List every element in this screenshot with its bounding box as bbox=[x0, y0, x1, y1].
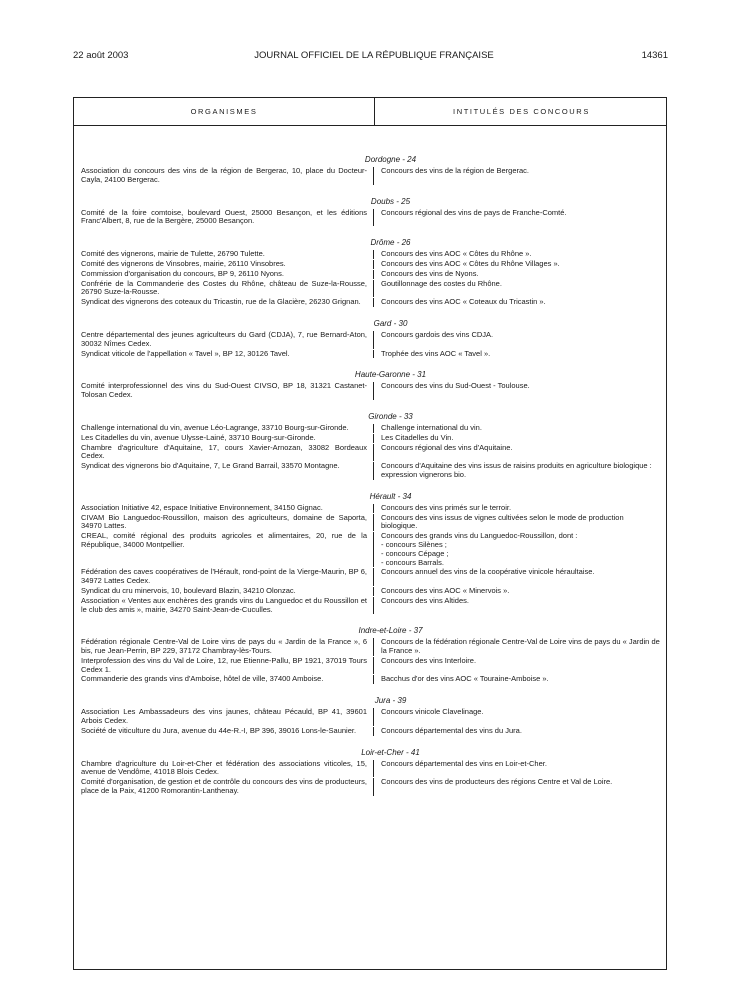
organisme-cell: Les Citadelles du vin, avenue Ulysse-Lainé, 33710 Bourg-sur-Gironde. bbox=[74, 434, 374, 443]
column-header-intitules: INTITULÉS DES CONCOURS bbox=[453, 107, 590, 116]
concours-cell: Concours gardois des vins CDJA. bbox=[381, 329, 494, 339]
concours-cell: Concours de la fédération régionale Centre-Val de Loire vins de pays du « Jardin de la France ». bbox=[381, 637, 660, 656]
concours-cell: Bacchus d'or des vins AOC « Touraine-Amboise ». bbox=[381, 674, 549, 684]
table-body bbox=[74, 125, 666, 796]
department-section bbox=[74, 125, 666, 185]
table-row bbox=[74, 250, 666, 259]
concours-cell: Concours des vins AOC « Côtes du Rhône Villages ». bbox=[381, 258, 560, 268]
organisme-cell: Commission d'organisation du concours, BP 9, 26110 Nyons. bbox=[74, 270, 374, 279]
department-heading: Gard - 30 bbox=[373, 318, 408, 328]
department-heading-row bbox=[74, 480, 666, 504]
concours-table bbox=[73, 97, 667, 970]
department-heading-row bbox=[74, 226, 666, 250]
concours-cell: Concours des vins Altides. bbox=[381, 595, 469, 605]
organisme-cell: Chambre d'agriculture d'Aquitaine, 17, cours Xavier-Arnozan, 33082 Bordeaux Cedex. bbox=[74, 444, 374, 462]
table-row bbox=[74, 434, 666, 443]
organisme-cell: Chambre d'agriculture du Loir-et-Cher et fédération des associations viticoles, 15, avenue de Vendôme, 41018 Blois Cedex. bbox=[74, 760, 374, 778]
concours-cell: Concours des vins Interloire. bbox=[381, 655, 477, 665]
table-row bbox=[74, 597, 666, 615]
department-heading: Gironde - 33 bbox=[368, 411, 413, 421]
organisme-cell: Interprofession des vins du Val de Loire, 12, rue Etienne-Pallu, BP 1921, 37019 Tours Cedex 1. bbox=[74, 657, 374, 675]
department-section bbox=[74, 614, 666, 684]
concours-cell: Concours des vins de la région de Bergerac. bbox=[381, 166, 530, 175]
department-heading-row bbox=[74, 684, 666, 708]
organisme-cell: Syndicat des vignerons des coteaux du Tricastin, rue de la Glacière, 26230 Grignan. bbox=[74, 298, 374, 307]
department-heading-row bbox=[74, 358, 666, 382]
table-row bbox=[74, 587, 666, 596]
table-row bbox=[74, 382, 666, 400]
department-heading-row bbox=[74, 614, 666, 638]
organisme-cell: Commanderie des grands vins d'Amboise, hôtel de ville, 37400 Amboise. bbox=[74, 675, 374, 684]
department-section bbox=[74, 307, 666, 358]
department-heading: Haute-Garonne - 31 bbox=[354, 370, 427, 380]
department-heading-row bbox=[74, 400, 666, 424]
department-heading: Drôme - 26 bbox=[370, 238, 411, 248]
table-row bbox=[74, 209, 666, 227]
organisme-cell: Association « Ventes aux enchères des grands vins du Languedoc et du Roussillon et le club des amis », mairie, 34270 Saint-Jean-de-Cuculles. bbox=[74, 597, 374, 615]
department-section bbox=[74, 736, 666, 796]
concours-cell: Concours des vins du Sud-Ouest - Toulouse. bbox=[381, 381, 530, 391]
concours-cell: Concours des vins primés sur le terroir. bbox=[381, 502, 512, 512]
concours-cell: Goutillonnage des costes du Rhône. bbox=[381, 278, 502, 288]
concours-cell: Les Citadelles du Vin. bbox=[381, 432, 454, 442]
column-header-organismes: ORGANISMES bbox=[190, 107, 258, 116]
table-row bbox=[74, 280, 666, 298]
department-heading: Jura - 39 bbox=[374, 696, 407, 706]
concours-cell: Concours des vins issus de vignes cultivées selon le mode de production biologique. bbox=[381, 512, 624, 531]
concours-cell: Concours départemental des vins du Jura. bbox=[381, 725, 522, 735]
table-row bbox=[74, 270, 666, 279]
table-row bbox=[74, 514, 666, 532]
department-heading-row bbox=[74, 307, 666, 331]
concours-cell: Concours régional des vins de pays de Franche-Comté. bbox=[381, 207, 567, 217]
organisme-cell: Association du concours des vins de la région de Bergerac, 10, place du Docteur-Cayla, 24100 Bergerac. bbox=[74, 167, 374, 185]
department-heading-row bbox=[74, 125, 666, 167]
table-row bbox=[74, 444, 666, 462]
concours-cell: Concours départemental des vins en Loir-et-Cher. bbox=[381, 758, 547, 768]
organisme-cell: Comité des vignerons, mairie de Tulette, 26790 Tulette. bbox=[74, 250, 374, 259]
organisme-cell: Syndicat du cru minervois, 10, boulevard Blazin, 34210 Olonzac. bbox=[74, 587, 374, 596]
organisme-cell: Syndicat viticole de l'appellation « Tavel », BP 12, 30126 Tavel. bbox=[74, 350, 374, 359]
department-section bbox=[74, 185, 666, 227]
concours-cell: Concours régional des vins d'Aquitaine. bbox=[381, 442, 513, 452]
table-header-row bbox=[74, 98, 666, 126]
department-heading: Indre-et-Loire - 37 bbox=[358, 626, 423, 636]
concours-cell: Concours des vins de producteurs des régions Centre et Val de Loire. bbox=[381, 777, 613, 787]
table-row bbox=[74, 675, 666, 684]
organisme-cell: CIVAM Bio Languedoc-Roussillon, maison des agriculteurs, domaine de Saporta, 34970 Lattes. bbox=[74, 514, 374, 532]
journal-title: JOURNAL OFFICIEL DE LA RÉPUBLIQUE FRANÇAISE bbox=[254, 50, 494, 61]
organisme-cell: Comité d'organisation, de gestion et de contrôle du concours des vins de producteurs, place de la Paix, 41200 Romorantin-Lanthenay. bbox=[74, 778, 374, 796]
organisme-cell: Association Les Ambassadeurs des vins jaunes, château Pécauld, BP 41, 39601 Arbois Cedex. bbox=[74, 708, 374, 726]
concours-cell: Concours annuel des vins de la coopérative vinicole héraultaise. bbox=[381, 567, 595, 577]
page-date: 22 août 2003 bbox=[73, 50, 129, 61]
concours-cell: Concours des vins AOC « Coteaux du Tricastin ». bbox=[381, 297, 546, 307]
concours-cell: Challenge international du vin. bbox=[381, 422, 482, 432]
organisme-cell: Association Initiative 42, espace Initiative Environnement, 34150 Gignac. bbox=[74, 504, 374, 513]
organisme-cell: Comité des vignerons de Vinsobres, mairie, 26110 Vinsobres. bbox=[74, 260, 374, 269]
concours-cell: Concours vinicole Clavelinage. bbox=[381, 707, 484, 717]
department-heading-row bbox=[74, 185, 666, 209]
table-row bbox=[74, 298, 666, 307]
organisme-cell: Comité de la foire comtoise, boulevard Ouest, 25000 Besançon, et les éditions Franc'Albert, 8, rue de la Bergère, 25000 Besançon. bbox=[74, 209, 374, 227]
table-row bbox=[74, 350, 666, 359]
department-section bbox=[74, 684, 666, 735]
department-section bbox=[74, 226, 666, 307]
department-heading-row bbox=[74, 736, 666, 760]
concours-cell: Concours des vins AOC « Minervois ». bbox=[381, 585, 510, 595]
concours-cell: Concours d'Aquitaine des vins issus de raisins produits en agriculture biologique : expression vignerons bio. bbox=[381, 461, 652, 479]
table-row bbox=[74, 657, 666, 675]
table-row bbox=[74, 504, 666, 513]
department-section bbox=[74, 358, 666, 400]
table-row bbox=[74, 424, 666, 433]
department-heading: Dordogne - 24 bbox=[364, 155, 417, 164]
department-heading: Doubs - 25 bbox=[370, 196, 411, 206]
organisme-cell: Challenge international du vin, avenue Léo-Lagrange, 33710 Bourg-sur-Gironde. bbox=[74, 424, 374, 433]
concours-cell: Trophée des vins AOC « Tavel ». bbox=[381, 348, 491, 358]
table-row bbox=[74, 778, 666, 796]
page-number: 14361 bbox=[641, 50, 668, 61]
table-row bbox=[74, 260, 666, 269]
organisme-cell: CREAL, comité régional des produits agricoles et alimentaires, 20, rue de la République, 34000 Montpellier. bbox=[74, 532, 374, 567]
department-section bbox=[74, 400, 666, 480]
table-row bbox=[74, 727, 666, 736]
organisme-cell: Fédération des caves coopératives de l'Hérault, rond-point de la Vierge-Maurin, BP 6, 34972 Lattes Cedex. bbox=[74, 568, 374, 586]
table-row bbox=[74, 532, 666, 567]
concours-cell: Concours des vins AOC « Côtes du Rhône ». bbox=[381, 249, 532, 259]
department-heading: Hérault - 34 bbox=[369, 491, 412, 501]
table-row bbox=[74, 462, 666, 480]
table-row bbox=[74, 638, 666, 656]
organisme-cell: Fédération régionale Centre-Val de Loire vins de pays du « Jardin de la France », 6 bis, rue Jean-Perrin, BP 229, 37172 Chambray-lès-Tours. bbox=[74, 638, 374, 656]
organisme-cell: Société de viticulture du Jura, avenue du 44e-R.-I, BP 396, 39016 Lons-le-Saunier. bbox=[74, 727, 374, 736]
concours-cell: Concours des vins de Nyons. bbox=[381, 268, 479, 278]
table-row bbox=[74, 568, 666, 586]
table-row bbox=[74, 708, 666, 726]
organisme-cell: Confrérie de la Commanderie des Costes du Rhône, château de Suze-la-Rousse, 26790 Suze-la-Rousse. bbox=[74, 280, 374, 298]
department-heading: Loir-et-Cher - 41 bbox=[361, 747, 420, 757]
table-row bbox=[74, 331, 666, 349]
organisme-cell: Comité interprofessionnel des vins du Sud-Ouest CIVSO, BP 18, 31321 Castanet-Tolosan Cedex. bbox=[74, 382, 374, 400]
organisme-cell: Centre départemental des jeunes agriculteurs du Gard (CDJA), 7, rue Bernard-Aton, 30032 Nîmes Cedex. bbox=[74, 331, 374, 349]
department-section bbox=[74, 480, 666, 615]
concours-cell: Concours des grands vins du Languedoc-Roussillon, dont : - concours Silènes ; - concours Cépage ; - concours Barrals. bbox=[381, 531, 578, 567]
table-row bbox=[74, 760, 666, 778]
table-row bbox=[74, 167, 666, 185]
organisme-cell: Syndicat des vignerons bio d'Aquitaine, 7, Le Grand Barrail, 33570 Montagne. bbox=[74, 462, 374, 480]
